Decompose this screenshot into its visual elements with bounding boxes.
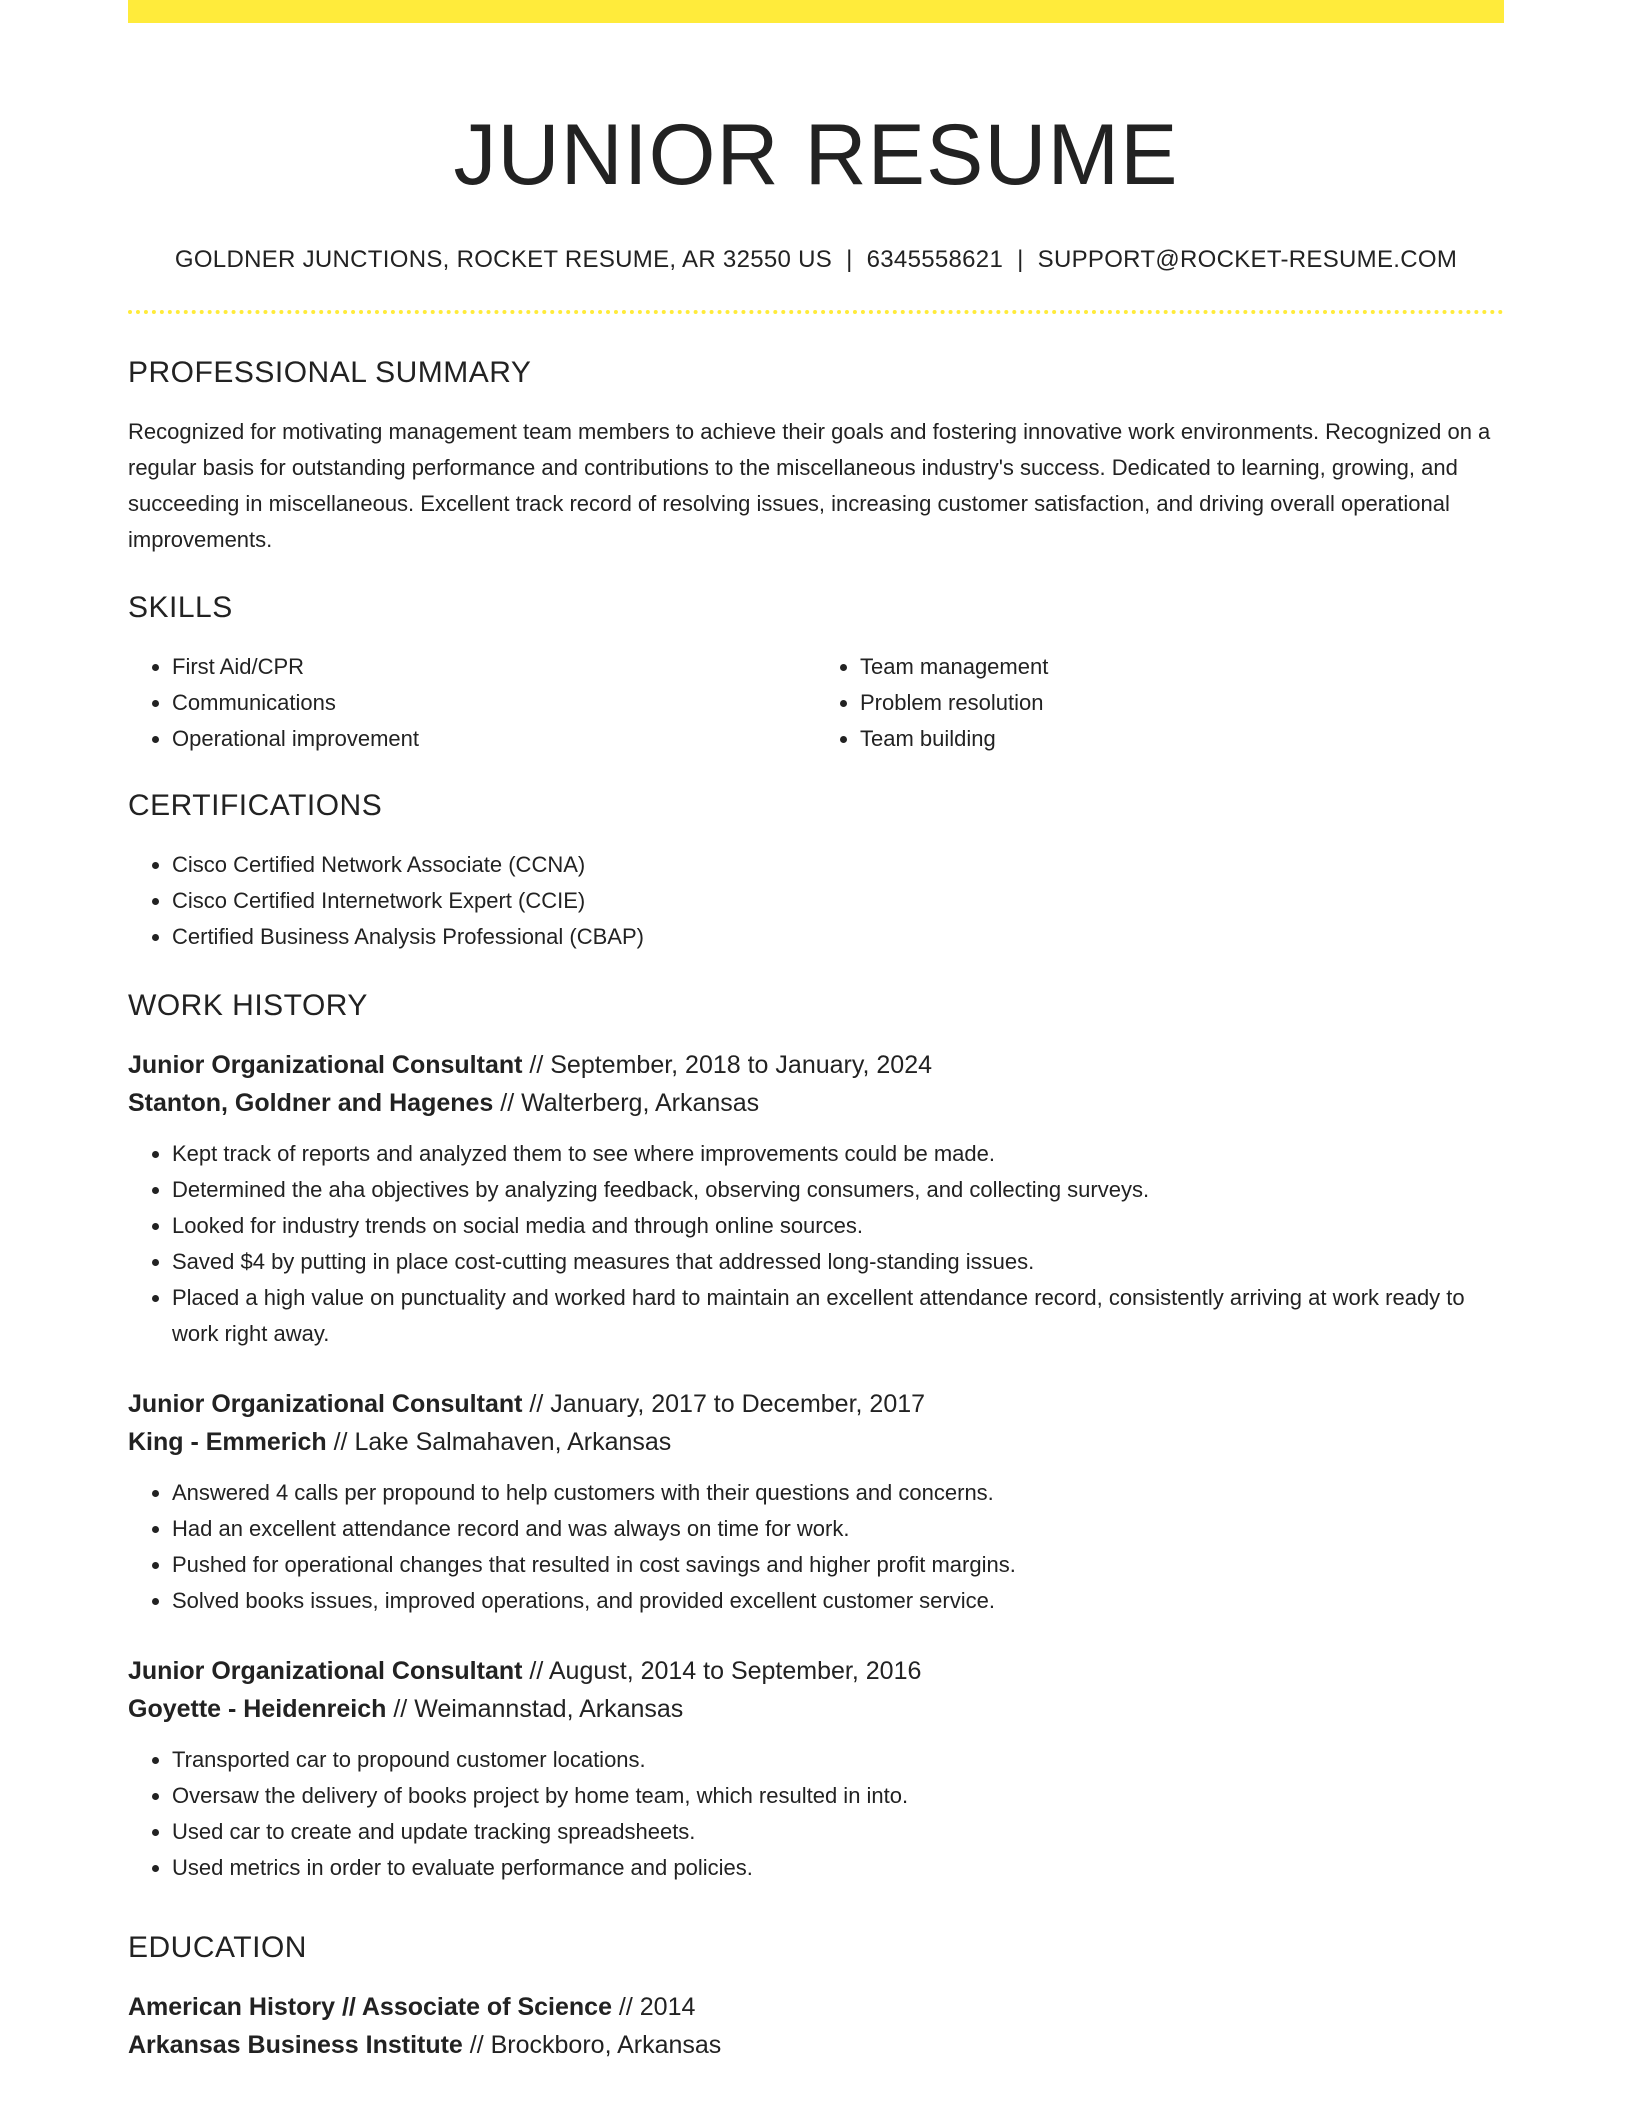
contact-separator: | [846,246,853,273]
skills-list-left [128,649,816,757]
resume-page [128,0,1504,2059]
skills-columns [128,649,1504,757]
skills-heading: SKILLS [128,591,233,624]
certifications-heading: CERTIFICATIONS [128,789,383,822]
skill-item: • First Aid/CPR [172,649,816,685]
job-company-line [128,1690,1504,1728]
top-accent-bar [128,0,1504,23]
job-title-line [128,1046,1504,1084]
contact-line [128,245,1504,275]
job-bullet: • Transported car to propound customer locations. [172,1742,1504,1778]
job-bullet: • Used car to create and update tracking spreadsheets. [172,1814,1504,1850]
education-section [128,1930,1504,2064]
education-school: Arkansas Business Institute [128,2031,463,2059]
job-entry [128,1385,1504,1619]
job-bullet: • Kept track of reports and analyzed them to see where improvements could be made. [172,1136,1504,1172]
certifications-section [128,788,1504,955]
education-location: // Brockboro, Arkansas [462,2031,722,2059]
certifications-list [128,847,1504,955]
job-bullet: • Oversaw the delivery of books project by home team, which resulted in into. [172,1778,1504,1814]
job-location: // Walterberg, Arkansas [493,1089,760,1117]
job-title: Junior Organizational Consultant [128,1051,523,1079]
skill-item: • Team building [860,721,1504,757]
job-bullet: • Looked for industry trends on social media and through online sources. [172,1208,1504,1244]
contact-phone: 6345558621 [866,246,1004,273]
job-dates: // January, 2017 to December, 2017 [522,1390,926,1418]
job-company-line [128,1084,1504,1122]
summary-section [128,355,1504,558]
skill-item: • Problem resolution [860,685,1504,721]
dotted-divider [128,310,1504,314]
job-entry [128,1046,1504,1352]
job-entry [128,1652,1504,1886]
work-history-heading: WORK HISTORY [128,989,368,1022]
contact-separator: | [1017,246,1024,273]
education-year: // 2014 [611,1993,696,2021]
job-location: // Lake Salmahaven, Arkansas [326,1428,672,1456]
job-title-line [128,1385,1504,1423]
job-bullet: • Saved $4 by putting in place cost-cutting measures that addressed long-standing issues. [172,1244,1504,1280]
job-bullet: • Determined the aha objectives by analyzing feedback, observing consumers, and collecting surveys. [172,1172,1504,1208]
skill-item: • Communications [172,685,816,721]
education-degree-line [128,1988,1504,2026]
summary-heading: PROFESSIONAL SUMMARY [128,356,532,389]
job-title: Junior Organizational Consultant [128,1390,523,1418]
job-bullet: • Pushed for operational changes that resulted in cost savings and higher profit margins. [172,1547,1504,1583]
contact-address: GOLDNER JUNCTIONS, ROCKET RESUME, AR 32550 US [174,246,833,273]
job-company-line [128,1423,1504,1461]
education-school-line [128,2026,1504,2064]
job-bullet: • Placed a high value on punctuality and worked hard to maintain an excellent attendance record, consistently arriving at work ready to work right away. [172,1280,1504,1352]
job-dates: // August, 2014 to September, 2016 [522,1657,922,1685]
education-entry [128,1988,1504,2064]
job-bullets [128,1475,1504,1619]
job-dates: // September, 2018 to January, 2024 [522,1051,933,1079]
education-degree: American History // Associate of Science [128,1993,612,2021]
job-company: King - Emmerich [128,1428,327,1456]
resume-name: JUNIOR RESUME [453,107,1179,203]
skills-list-right [816,649,1504,757]
certification-item: • Cisco Certified Internetwork Expert (CCIE) [172,883,1504,919]
work-history-section [128,988,1504,1886]
job-bullet: • Solved books issues, improved operations, and provided excellent customer service. [172,1583,1504,1619]
education-heading: EDUCATION [128,1931,307,1964]
job-company: Stanton, Goldner and Hagenes [128,1089,494,1117]
contact-email: SUPPORT@ROCKET-RESUME.COM [1037,246,1458,273]
job-bullet: • Had an excellent attendance record and was always on time for work. [172,1511,1504,1547]
summary-text: Recognized for motivating management team members to achieve their goals and fostering innovative work environments. Recognized on a regular basis for outstanding performance and contributions to the miscellaneous industry's success. Dedicated to learning, growing, and succeeding in miscellaneous. Excellent track record of resolving issues, increasing customer satisfaction, and driving overall operational improvements. [128,419,1491,552]
skills-section [128,590,1504,757]
job-bullets [128,1742,1504,1886]
job-title: Junior Organizational Consultant [128,1657,523,1685]
certification-item: • Certified Business Analysis Professional (CBAP) [172,919,1504,955]
job-location: // Weimannstad, Arkansas [386,1695,684,1723]
skill-item: • Operational improvement [172,721,816,757]
certification-item: • Cisco Certified Network Associate (CCNA) [172,847,1504,883]
job-bullets [128,1136,1504,1352]
job-company: Goyette - Heidenreich [128,1695,387,1723]
job-title-line [128,1652,1504,1690]
skill-item: • Team management [860,649,1504,685]
job-bullet: • Used metrics in order to evaluate performance and policies. [172,1850,1504,1886]
job-bullet: • Answered 4 calls per propound to help customers with their questions and concerns. [172,1475,1504,1511]
